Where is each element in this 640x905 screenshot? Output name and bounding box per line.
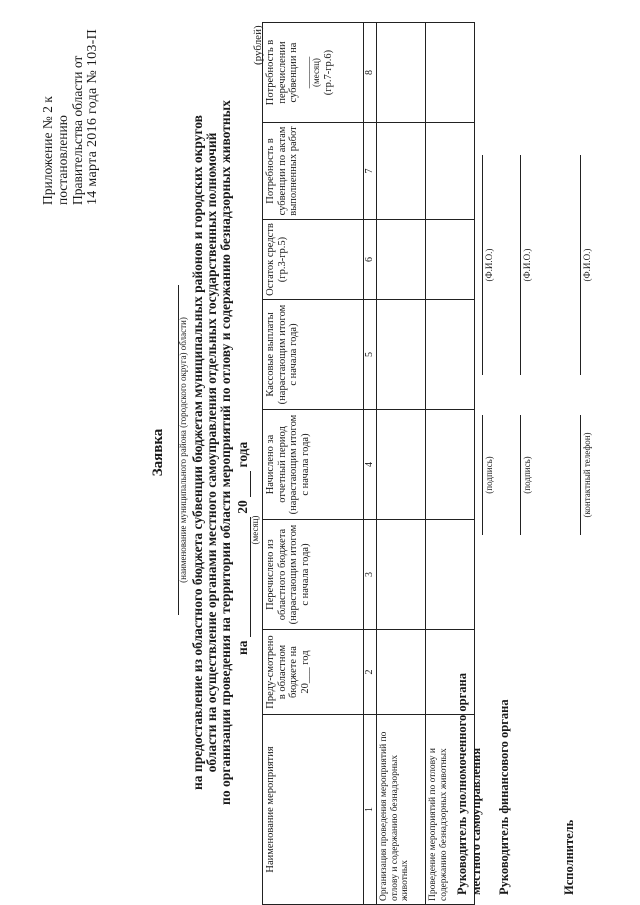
phone-caption: (контактный телефон) <box>582 432 592 518</box>
sign-caption: (подпись) <box>522 456 532 494</box>
month-caption: (месяц) <box>250 515 260 545</box>
header-balance: Остаток средств (гр.3-гр.5) <box>263 220 364 300</box>
appendix-line-2: Правительства области от <box>70 55 85 205</box>
header-need-transfer <box>263 23 364 123</box>
appendix-note <box>40 5 100 205</box>
table-cell <box>426 220 475 300</box>
table-row <box>377 23 426 905</box>
period-line <box>235 195 251 655</box>
col-number: 2 <box>364 630 377 715</box>
document-title: Заявка <box>150 428 166 477</box>
table-cell <box>377 220 426 300</box>
header-cash-payments: Кассовые выплаты (нарастающим итогом с начала года) <box>263 300 364 410</box>
fio-line <box>520 155 521 375</box>
heading-line-1: на предоставление из областного бюджета субвенции бюджетам муниципальных районов и городских округов <box>190 115 205 790</box>
table-cell <box>426 23 475 123</box>
header-month-caption: (месяц) <box>311 58 321 87</box>
period-suffix: года <box>235 441 250 468</box>
header-accrued: Начислено за отчетный период (нарастающим итогом с начала года) <box>263 410 364 520</box>
table-cell <box>377 630 426 715</box>
col-number: 5 <box>364 300 377 410</box>
appendix-line-3: 14 марта 2016 года № 103-П <box>85 28 100 205</box>
row-activity-label: Проведение мероприятий по отлову и содержанию безнадзорных животных <box>426 715 475 905</box>
heading-line-3: по организации проведения на территории области мероприятий по отлову и содержанию безнадзорных животных <box>218 100 233 805</box>
table-cell <box>426 123 475 220</box>
col-number: 6 <box>364 220 377 300</box>
fio-line <box>580 155 581 375</box>
appendix-line-1: Приложение № 2 к постановлению <box>40 96 70 205</box>
table-cell <box>377 300 426 410</box>
table-cell <box>377 520 426 630</box>
signature-executor-label: Исполнитель <box>562 819 576 895</box>
column-number-row <box>364 23 377 905</box>
table-cell <box>426 410 475 520</box>
fio-line <box>482 155 483 375</box>
period-prefix: на <box>235 640 250 655</box>
fio-caption: (Ф.И.О.) <box>582 248 592 282</box>
table-cell <box>377 123 426 220</box>
col-number: 7 <box>364 123 377 220</box>
header-activity: Наименование мероприятия <box>263 715 364 905</box>
table-cell <box>377 410 426 520</box>
table-header-row <box>263 23 364 905</box>
col-number: 4 <box>364 410 377 520</box>
col-number: 3 <box>364 520 377 630</box>
fio-caption: (Ф.И.О.) <box>522 248 532 282</box>
request-table <box>262 22 475 905</box>
signature-head-local-label: Руководитель уполномоченного органа местного самоуправления <box>455 673 483 895</box>
header-transferred: Перечислено из областного бюджета (нарастающим итогом с начала года) <box>263 520 364 630</box>
table-cell <box>426 300 475 410</box>
org-name-caption: (наименование муниципального района (городского округа) области) <box>178 317 188 583</box>
row-activity-label: Организация проведения мероприятий по отлову и содержанию безнадзорных животных <box>377 715 426 905</box>
period-year-prefix: 20 <box>235 500 250 514</box>
col-number: 1 <box>364 715 377 905</box>
signature-line <box>482 415 483 535</box>
header-formula: (гр.7-гр.6) <box>322 49 334 96</box>
table-cell <box>426 520 475 630</box>
currency-unit: (рублей) <box>252 25 264 65</box>
sign-caption: (подпись) <box>484 456 494 494</box>
signature-line <box>520 415 521 535</box>
fio-caption: (Ф.И.О.) <box>484 248 494 282</box>
header-need-transfer-label: Потребность в перечислении субвенции на ______ <box>265 39 311 106</box>
header-need-acts: Потребность в субвенции по актам выполненных работ <box>263 123 364 220</box>
phone-line <box>580 415 581 535</box>
signature-head-finance-label: Руководитель финансового органа <box>497 699 511 895</box>
header-planned: Преду-смотрено в областном бюджете на 20___ год <box>263 630 364 715</box>
col-number: 8 <box>364 23 377 123</box>
table-cell <box>377 23 426 123</box>
request-heading <box>191 0 233 905</box>
heading-line-2: области на осуществление органами местного самоуправления отдельных государственных полномочий <box>204 132 219 773</box>
year-blank <box>238 471 251 497</box>
